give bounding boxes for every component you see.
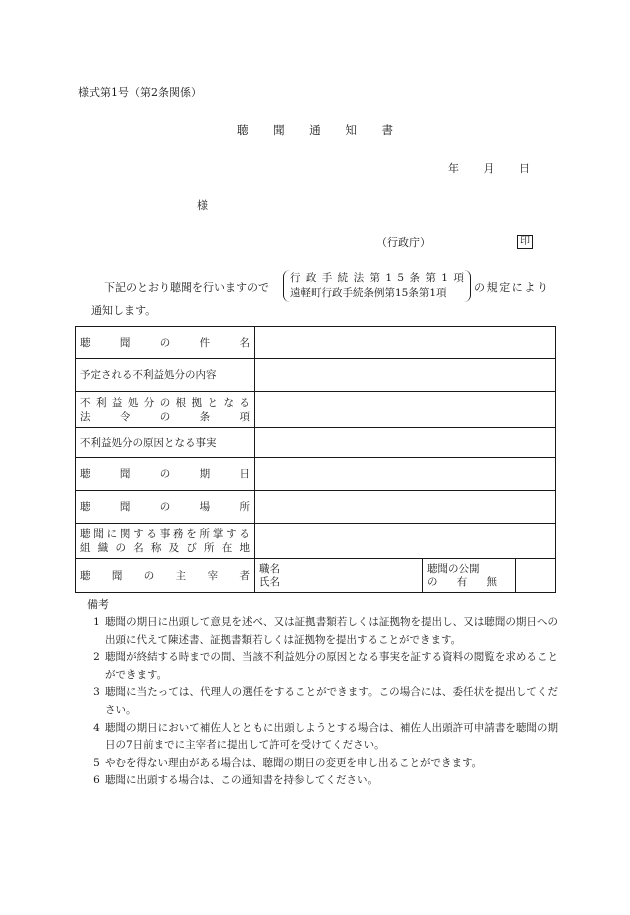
notes-list <box>88 614 558 790</box>
public-value[interactable] <box>516 559 556 593</box>
subject-value[interactable] <box>255 327 556 359</box>
intro-tail: の 規 定 に よ り <box>474 281 548 294</box>
row-label-subject: 聴 聞 の 件 名 <box>76 327 255 359</box>
table-row <box>76 428 556 458</box>
bracket-line-1: 行 政 手 続 法 第 1 5 条 第 1 項 <box>290 272 464 284</box>
table-row <box>76 359 556 392</box>
row-label-hearing-place: 聴 聞 の 場 所 <box>76 491 255 524</box>
notice-table <box>75 326 556 593</box>
row-label-organization: 聴 聞 に 関 す る 事 務 を 所 掌 す る 組 織 の 名 称 及 び 所 在 地 <box>76 524 255 559</box>
notes-title: 備考 <box>87 598 109 611</box>
legal-basis-bracket <box>283 270 471 302</box>
recipient-honorific: 様 <box>197 199 208 212</box>
table-row <box>76 524 556 559</box>
disposition-content-value[interactable] <box>255 359 556 392</box>
row-label-presider: 聴 聞 の 主 宰 者 <box>76 559 255 593</box>
note-item: 6 聴聞に出頭する場合は、この通知書を持参してください。 <box>93 774 378 787</box>
document-title: 聴 聞 通 知 書 <box>237 123 393 137</box>
note-item: 2 聴聞が終結する時までの間、当該不利益処分の原因となる事実を証する資料の閲覧を求めることができます。 <box>93 651 558 681</box>
presider-value[interactable] <box>255 559 423 593</box>
table-row <box>76 327 556 359</box>
form-label: 様式第1号（第2条関係） <box>78 86 202 99</box>
row-label-cause-facts: 不利益処分の原因となる事実 <box>76 428 255 458</box>
row-label-legal-basis: 不 利 益 処 分 の 根 拠 と な る 法 令 の 条 項 <box>76 392 255 428</box>
note-item: 4 聴聞の期日において補佐人とともに出頭しようとする場合は、補佐人出頭許可申請書を聴聞の期日の7日前までに主宰者に提出して許可を受けてください。 <box>93 721 558 752</box>
row-label-disposition-content: 予定される不利益処分の内容 <box>76 359 255 392</box>
note-item: 1 聴聞の期日に出頭して意見を述べ、又は証拠書類若しくは証拠物を提出し、又は聴聞の期日への出頭に代えて陳述書、証拠書類若しくは証拠物を提出することができます。 <box>93 616 558 646</box>
cause-facts-value[interactable] <box>255 428 556 458</box>
legal-basis-value[interactable] <box>255 392 556 428</box>
agency-label: （行政庁） <box>376 236 431 249</box>
row-label-hearing-date: 聴 聞 の 期 日 <box>76 458 255 491</box>
table-row <box>76 458 556 491</box>
table-row <box>76 491 556 524</box>
date-line: 年 月 日 <box>448 162 530 175</box>
presider-name-label: 氏名 <box>259 575 280 588</box>
hearing-place-value[interactable] <box>255 491 556 524</box>
bracket-line-2: 遠軽町行政手続条例第15条第1項 <box>290 287 447 299</box>
intro-line-2: 通知します。 <box>91 304 157 317</box>
table-row <box>76 559 556 593</box>
hearing-date-value[interactable] <box>255 458 556 491</box>
note-item: 5 やむを得ない理由がある場合は、聴聞の期日の変更を申し出ることができます。 <box>93 756 483 769</box>
organization-value[interactable] <box>255 524 556 559</box>
public-label: 聴聞の公開 の 有 無 <box>423 559 516 593</box>
seal-mark: 印 <box>517 235 533 249</box>
table-row <box>76 392 556 428</box>
presider-position-label: 職名 <box>259 562 280 575</box>
note-item: 3 聴聞に当たっては、代理人の選任をすることができます。この場合には、委任状を提出してください。 <box>93 686 558 716</box>
intro-lead: 下記のとおり聴聞を行いますので <box>104 281 269 294</box>
